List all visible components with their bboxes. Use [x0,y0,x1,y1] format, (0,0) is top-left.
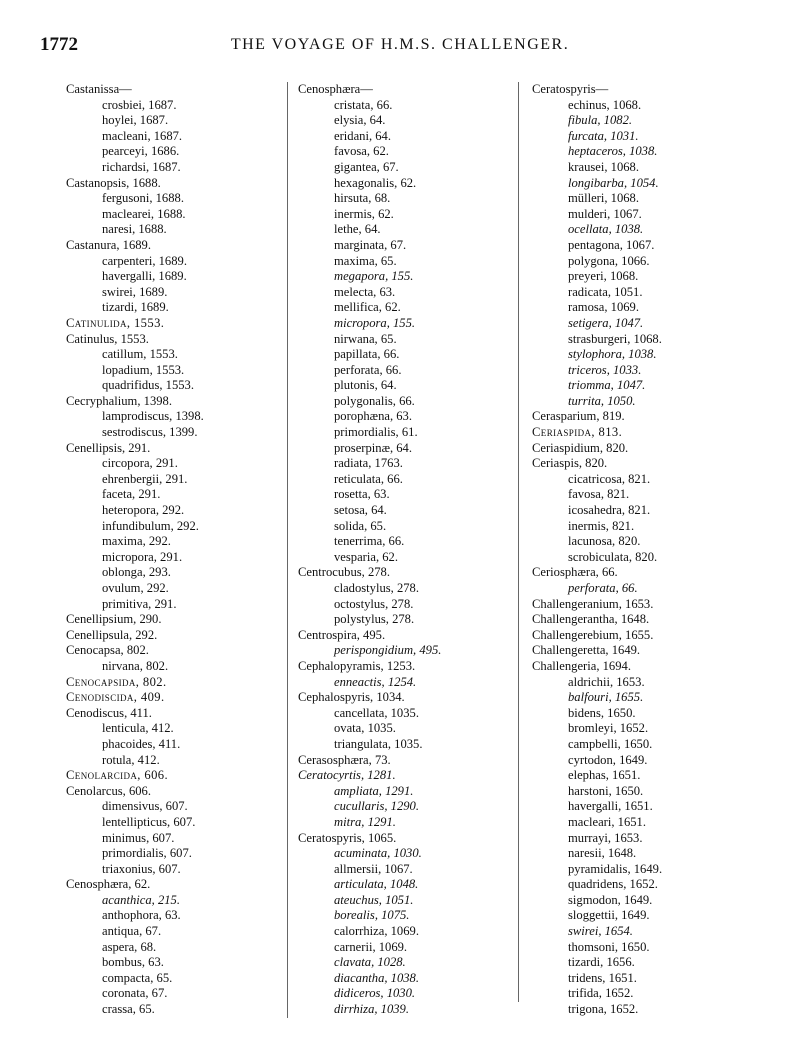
index-column-2 [298,82,526,1018]
index-entry: Catinulus, 1553. [66,331,149,346]
index-entry: Cenodiscus, 411. [66,705,152,720]
index-subentry: quadridens, 1652. [568,877,658,892]
index-subentry: strasburgeri, 1068. [568,331,662,346]
index-subentry: allmersii, 1067. [334,861,413,876]
index-subentry: enneactis, 1254. [334,674,417,689]
index-subentry: setigera, 1047. [568,315,644,330]
index-subentry: catillum, 1553. [102,347,178,362]
index-subentry: cristata, 66. [334,97,393,112]
index-subentry: minimus, 607. [102,830,175,845]
index-subentry: lethe, 64. [334,222,381,237]
index-subentry: triangulata, 1035. [334,736,423,751]
index-subentry: maxima, 65. [334,253,397,268]
index-subentry: crosbiei, 1687. [102,97,177,112]
index-subentry: dimensivus, 607. [102,799,188,814]
index-subentry: primordialis, 61. [334,425,418,440]
index-subentry: preyeri, 1068. [568,269,639,284]
index-entry: Challengeretta, 1649. [532,643,641,658]
index-subentry: diacantha, 1038. [334,970,420,985]
index-subentry: tizardi, 1656. [568,955,635,970]
index-subentry: ramosa, 1069. [568,300,639,315]
index-entry: Cenocapsida, 802. [66,674,167,689]
index-subentry: echinus, 1068. [568,97,642,112]
index-subentry: reticulata, 66. [334,471,403,486]
index-subentry: inermis, 821. [568,518,635,533]
index-subentry: maclearei, 1688. [102,206,186,221]
index-subentry: triomma, 1047. [568,378,646,393]
index-entry: Centrospira, 495. [298,627,386,642]
index-subentry: fibula, 1082. [568,113,633,128]
index-subentry: ovata, 1035. [334,721,396,736]
index-entry: Cenellipsis, 291. [66,440,151,455]
index-entry: Cephalopyramis, 1253. [298,658,416,673]
running-title: THE VOYAGE OF H.M.S. CHALLENGER. [230,36,570,53]
index-subentry: plutonis, 64. [334,378,397,393]
index-subentry: ocellata, 1038. [568,222,644,237]
index-subentry: elephas, 1651. [568,768,641,783]
index-subentry: ovulum, 292. [102,581,169,595]
index-subentry: pearceyi, 1686. [102,144,180,159]
index-subentry: favosa, 62. [334,144,389,159]
index-subentry: melecta, 63. [334,284,396,299]
index-subentry: rotula, 412. [102,752,160,767]
index-subentry: calorrhiza, 1069. [334,924,419,939]
index-subentry: hoylei, 1687. [102,113,169,128]
index-subentry: richardsi, 1687. [102,159,181,174]
index-entry: Cenolarcida, 606. [66,768,169,783]
index-subentry: quadrifidus, 1553. [102,378,194,393]
index-subentry: pentagona, 1067. [568,237,655,252]
page-header [40,34,760,60]
index-subentry: perforata, 66. [334,362,402,377]
column-divider [287,82,288,1018]
index-subentry: lacunosa, 820. [568,534,641,549]
index-subentry: infundibulum, 292. [102,518,199,533]
index-column-1 [66,82,294,1018]
index-entry: Ceratospyris, 1065. [298,830,397,845]
index-subentry: furcata, 1031. [568,128,639,143]
index-subentry: hexagonalis, 62. [334,175,417,190]
index-entry: Cenocapsa, 802. [66,643,149,658]
index-entry: Challengeranium, 1653. [532,596,654,611]
index-subentry: sigmodon, 1649. [568,892,653,907]
index-subentry: ateuchus, 1051. [334,892,414,907]
index-entry: Centrocubus, 278. [298,565,390,580]
page-number: 1772 [40,34,78,55]
index-subentry: bidens, 1650. [568,705,636,720]
index-subentry: eridani, 64. [334,128,392,143]
index-subentry: primitiva, 291. [102,596,177,611]
index-subentry: proserpinæ, 64. [334,440,413,455]
index-subentry: harstoni, 1650. [568,783,644,798]
index-subentry: anthophora, 63. [102,908,181,923]
index-entry: Challengerebium, 1655. [532,627,654,642]
index-subentry: macleari, 1651. [568,814,646,829]
index-subentry: stylophora, 1038. [568,347,657,362]
index-subentry: macleani, 1687. [102,128,183,143]
index-subentry: micropora, 291. [102,549,183,564]
index-subentry: havergalli, 1689. [102,269,187,284]
index-subentry: mellifica, 62. [334,300,401,315]
index-subentry: scrobiculata, 820. [568,549,658,564]
column-divider [518,82,519,1002]
index-entry: Ceriaspida, 813. [532,425,623,440]
index-subentry: gigantea, 67. [334,159,399,174]
index-subentry: polystylus, 278. [334,612,415,627]
index-entry: Ceriosphæra, 66. [532,565,618,580]
index-subentry: carnerii, 1069. [334,939,408,954]
index-subentry: carpenteri, 1689. [102,253,187,268]
index-subentry: radiata, 1763. [334,456,403,471]
index-subentry: polygona, 1066. [568,253,650,268]
index-subentry: icosahedra, 821. [568,503,651,518]
index-subentry: favosa, 821. [568,487,630,502]
index-entry: Cenolarcus, 606. [66,783,151,798]
index-subentry: sloggettii, 1649. [568,908,650,923]
index-subentry: bromleyi, 1652. [568,721,649,736]
index-subentry: tenerrima, 66. [334,534,405,549]
index-subentry: articulata, 1048. [334,877,419,892]
index-subentry: mülleri, 1068. [568,191,640,206]
index-subentry: megapora, 155. [334,269,414,284]
index-subentry: nirwana, 65. [334,331,397,346]
index-subentry: perforata, 66. [568,581,638,595]
index-subentry: primordialis, 607. [102,846,192,861]
index-subentry: marginata, 67. [334,237,407,252]
index-subentry: ampliata, 1291. [334,783,414,798]
index-subentry: acanthica, 215. [102,892,180,907]
index-subentry: cancellata, 1035. [334,705,419,720]
index-subentry: elysia, 64. [334,113,386,128]
index-entry: Cenellipsula, 292. [66,627,158,642]
index-entry: Castanopsis, 1688. [66,175,161,190]
index-subentry: naresii, 1648. [568,846,637,861]
index-subentry: swirei, 1689. [102,284,168,299]
index-subentry: triaxonius, 607. [102,861,181,876]
index-subentry: tizardi, 1689. [102,300,169,315]
index-entry: Cerasosphæra, 73. [298,752,391,767]
index-entry: Catinulida, 1553. [66,315,165,330]
index-subentry: lamprodiscus, 1398. [102,409,204,424]
index-subentry: thomsoni, 1650. [568,939,650,954]
index-subentry: circopora, 291. [102,456,178,471]
index-subentry: tridens, 1651. [568,970,637,985]
index-subentry: triceros, 1033. [568,362,642,377]
index-subentry: hirsuta, 68. [334,191,391,206]
index-entry: Castanura, 1689. [66,237,151,252]
index-subentry: dirrhiza, 1039. [334,1002,409,1017]
index-subentry: swirei, 1654. [568,924,633,939]
index-subentry: heteropora, 292. [102,503,185,518]
index-subentry: naresi, 1688. [102,222,167,237]
index-entry: Cenosphæra— [298,82,373,96]
index-subentry: lenticula, 412. [102,721,174,736]
index-subentry: didiceros, 1030. [334,986,416,1001]
index-entry: Castanissa— [66,82,132,96]
index-entry: Challengeria, 1694. [532,658,631,673]
index-subentry: aldrichii, 1653. [568,674,645,689]
index-entry: Cerasparium, 819. [532,409,625,424]
index-subentry: sestrodiscus, 1399. [102,425,198,440]
index-subentry: pyramidalis, 1649. [568,861,663,876]
index-subentry: radicata, 1051. [568,284,643,299]
index-subentry: murrayi, 1653. [568,830,643,845]
index-subentry: balfouri, 1655. [568,690,644,705]
index-subentry: coronata, 67. [102,986,168,1001]
index-column-3 [532,82,760,1018]
index-entry: Cenodiscida, 409. [66,690,165,705]
index-subentry: octostylus, 278. [334,596,414,611]
index-subentry: cicatricosa, 821. [568,471,651,486]
index-subentry: ehrenbergii, 291. [102,471,188,486]
index-subentry: faceta, 291. [102,487,161,502]
index-subentry: polygonalis, 66. [334,393,415,408]
index-subentry: clavata, 1028. [334,955,406,970]
index-subentry: turrita, 1050. [568,393,636,408]
index-entry: Ceratocyrtis, 1281. [298,768,396,783]
index-entry: Ceriaspis, 820. [532,456,608,471]
index-subentry: oblonga, 293. [102,565,171,580]
index-subentry: lentellipticus, 607. [102,814,196,829]
index-subentry: antiqua, 67. [102,924,162,939]
index-subentry: fergusoni, 1688. [102,191,184,206]
index-subentry: solida, 65. [334,518,387,533]
index-subentry: mulderi, 1067. [568,206,642,221]
index-entry: Ceratospyris— [532,82,609,96]
index-subentry: maxima, 292. [102,534,171,549]
index-subentry: phacoides, 411. [102,736,181,751]
index-subentry: compacta, 65. [102,970,173,985]
index-subentry: nirvana, 802. [102,658,169,673]
index-subentry: trigona, 1652. [568,1002,639,1017]
index-subentry: bombus, 63. [102,955,164,970]
index-subentry: trifida, 1652. [568,986,634,1001]
index-subentry: perispongidium, 495. [334,643,442,658]
index-subentry: cyrtodon, 1649. [568,752,648,767]
index-subentry: mitra, 1291. [334,814,396,829]
index-entry: Cecryphalium, 1398. [66,393,172,408]
index-subentry: rosetta, 63. [334,487,390,502]
index-subentry: longibarba, 1054. [568,175,659,190]
index-subentry: crassa, 65. [102,1002,155,1017]
index-entry: Cephalospyris, 1034. [298,690,405,705]
index-subentry: acuminata, 1030. [334,846,422,861]
index-subentry: heptaceros, 1038. [568,144,658,159]
index-subentry: micropora, 155. [334,315,416,330]
index-subentry: vesparia, 62. [334,549,398,564]
index-subentry: cucullaris, 1290. [334,799,420,814]
index-subentry: setosa, 64. [334,503,387,518]
index-subentry: lopadium, 1553. [102,362,185,377]
index-subentry: campbelli, 1650. [568,736,653,751]
index-subentry: papillata, 66. [334,347,400,362]
index-subentry: borealis, 1075. [334,908,410,923]
index-entry: Challengerantha, 1648. [532,612,650,627]
index-subentry: havergalli, 1651. [568,799,653,814]
index-entry: Cenosphæra, 62. [66,877,151,892]
index-subentry: inermis, 62. [334,206,394,221]
index-subentry: aspera, 68. [102,939,157,954]
index-subentry: porophæna, 63. [334,409,413,424]
index-subentry: krausei, 1068. [568,159,639,174]
index-entry: Cenellipsium, 290. [66,612,162,627]
index-entry: Ceriaspidium, 820. [532,440,629,455]
index-subentry: cladostylus, 278. [334,581,420,595]
